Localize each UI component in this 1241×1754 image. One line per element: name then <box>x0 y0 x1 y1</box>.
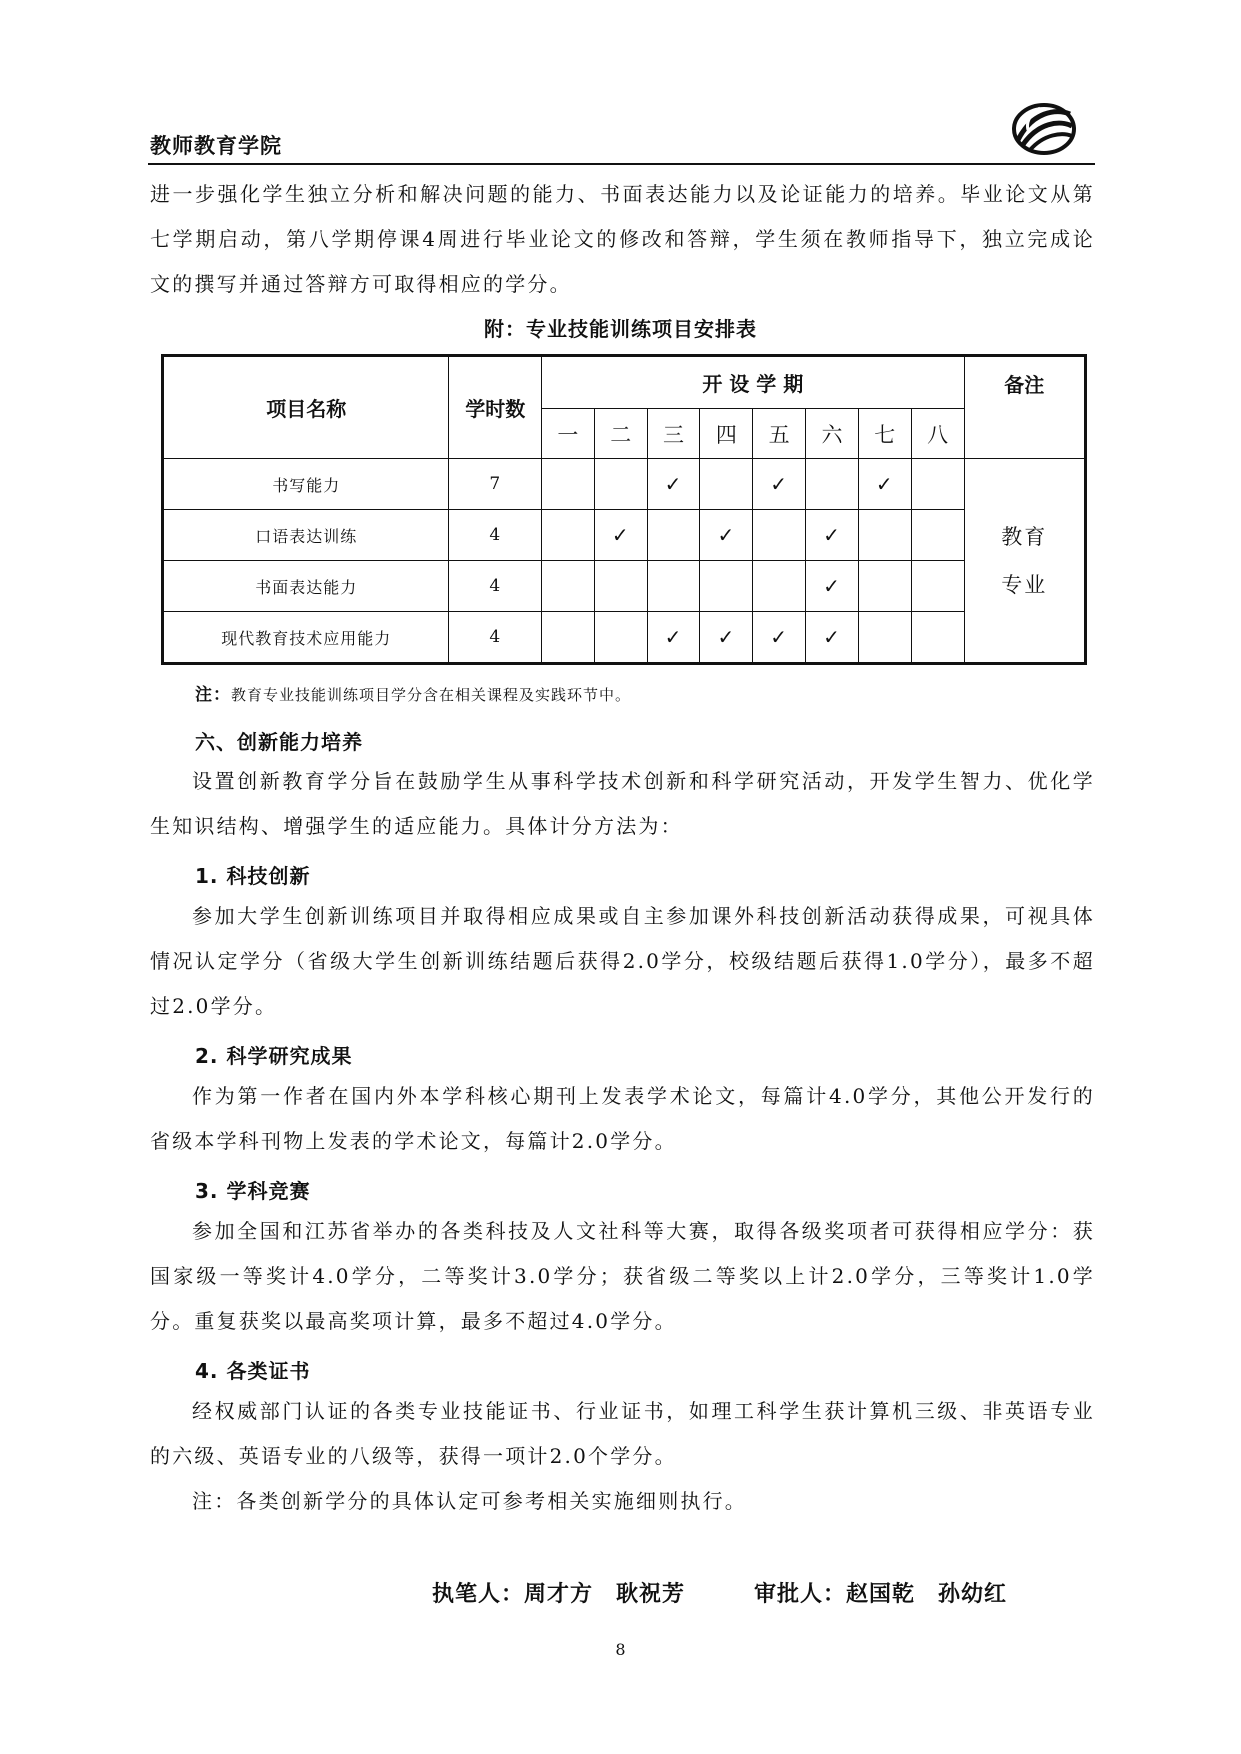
check-mark-icon: ✓ <box>753 459 806 510</box>
semester-cell <box>700 561 753 612</box>
item-title: 1. 科技创新 <box>195 864 311 888</box>
header-semester: 三 <box>647 409 700 459</box>
header-semester: 六 <box>806 409 859 459</box>
semester-cell <box>858 510 911 561</box>
check-mark-icon: ✓ <box>700 510 753 561</box>
college-logo-icon <box>1010 100 1080 158</box>
page-number: 8 <box>615 1640 626 1659</box>
table-note-text: 教育专业技能训练项目学分含在相关课程及实践环节中。 <box>231 686 632 704</box>
table-row <box>163 612 1086 664</box>
header-semester: 一 <box>542 409 595 459</box>
project-name-cell: 口语表达训练 <box>163 510 449 561</box>
semester-cell <box>594 612 647 664</box>
hours-cell: 7 <box>449 459 542 510</box>
header-semester: 八 <box>911 409 964 459</box>
semester-cell <box>806 459 859 510</box>
item-title: 3. 学科竞赛 <box>195 1179 311 1203</box>
hours-cell: 4 <box>449 510 542 561</box>
table-caption: 附：专业技能训练项目安排表 <box>484 317 757 341</box>
semester-cell <box>647 510 700 561</box>
semester-cell <box>542 561 595 612</box>
remark-line: 教育 <box>1001 524 1048 549</box>
header-remark: 备注 <box>964 356 1085 459</box>
semester-cell <box>594 459 647 510</box>
skills-training-table <box>161 354 1087 665</box>
header-semester: 七 <box>858 409 911 459</box>
table-note-label: 注： <box>195 685 231 705</box>
semester-cell <box>911 612 964 664</box>
check-mark-icon: ✓ <box>647 459 700 510</box>
semester-cell <box>700 459 753 510</box>
remark-cell <box>964 459 1085 664</box>
project-name-cell: 书写能力 <box>163 459 449 510</box>
item-title: 4. 各类证书 <box>195 1359 311 1383</box>
item-text: 作为第一作者在国内外本学科核心期刊上发表学术论文，每篇计4.0学分，其他公开发行的省级本学科刊物上发表的学术论文，每篇计2.0学分。 <box>150 1084 1095 1153</box>
check-mark-icon: ✓ <box>700 612 753 664</box>
check-mark-icon: ✓ <box>806 510 859 561</box>
hours-cell: 4 <box>449 612 542 664</box>
table-row <box>163 510 1086 561</box>
semester-cell <box>911 510 964 561</box>
header-title: 教师教育学院 <box>150 134 282 158</box>
semester-cell <box>753 510 806 561</box>
table-note <box>195 680 631 705</box>
project-name-cell: 现代教育技术应用能力 <box>163 612 449 664</box>
item-text: 参加大学生创新训练项目并取得相应成果或自主参加课外科技创新活动获得成果，可视具体情况认定学分（省级大学生创新训练结题后获得2.0学分，校级结题后获得1.0学分），最多不超过2.0学分。 <box>150 904 1095 1018</box>
intro-paragraph: 进一步强化学生独立分析和解决问题的能力、书面表达能力以及论证能力的培养。毕业论文从第七学期启动，第八学期停课4周进行毕业论文的修改和答辩，学生须在教师指导下，独立完成论文的撰写并通过答辩方可取得相应的学分。 <box>150 182 1095 296</box>
hours-cell: 4 <box>449 561 542 612</box>
header-project-name: 项目名称 <box>163 356 449 459</box>
check-mark-icon: ✓ <box>806 612 859 664</box>
section-title: 六、创新能力培养 <box>195 730 363 754</box>
check-mark-icon: ✓ <box>806 561 859 612</box>
check-mark-icon: ✓ <box>753 612 806 664</box>
semester-cell <box>542 459 595 510</box>
table-row <box>163 459 1086 510</box>
header-semester-group: 开 设 学 期 <box>542 356 965 409</box>
semester-cell <box>911 561 964 612</box>
signature-line: 执笔人：周才方 耿祝芳 审批人：赵国乾 孙幼红 <box>432 1582 1008 1607</box>
semester-cell <box>858 561 911 612</box>
semester-cell <box>647 561 700 612</box>
check-mark-icon: ✓ <box>594 510 647 561</box>
semester-cell <box>542 510 595 561</box>
item-text: 参加全国和江苏省举办的各类科技及人文社科等大赛，取得各级奖项者可获得相应学分：获国家级一等奖计4.0学分，二等奖计3.0学分；获省级二等奖以上计2.0学分，三等奖计1.0学分。重复获奖以最高奖项计算，最多不超过4.0学分。 <box>150 1219 1095 1333</box>
semester-cell <box>542 612 595 664</box>
header-hours: 学时数 <box>449 356 542 459</box>
header-semester: 二 <box>594 409 647 459</box>
semester-cell <box>858 612 911 664</box>
section-intro: 设置创新教育学分旨在鼓励学生从事科学技术创新和科学研究活动，开发学生智力、优化学生知识结构、增强学生的适应能力。具体计分方法为： <box>150 769 1095 838</box>
item-text: 经权威部门认证的各类专业技能证书、行业证书，如理工科学生获计算机三级、非英语专业的六级、英语专业的八级等，获得一项计2.0个学分。 <box>150 1399 1095 1468</box>
project-name-cell: 书面表达能力 <box>163 561 449 612</box>
semester-cell <box>753 561 806 612</box>
check-mark-icon: ✓ <box>647 612 700 664</box>
section-note: 注：各类创新学分的具体认定可参考相关实施细则执行。 <box>192 1489 747 1513</box>
semester-cell <box>594 561 647 612</box>
header-rule <box>148 163 1095 165</box>
remark-line: 专业 <box>1001 572 1048 597</box>
item-title: 2. 科学研究成果 <box>195 1044 353 1068</box>
check-mark-icon: ✓ <box>858 459 911 510</box>
semester-cell <box>911 459 964 510</box>
header-semester: 四 <box>700 409 753 459</box>
table-row <box>163 561 1086 612</box>
header-semester: 五 <box>753 409 806 459</box>
